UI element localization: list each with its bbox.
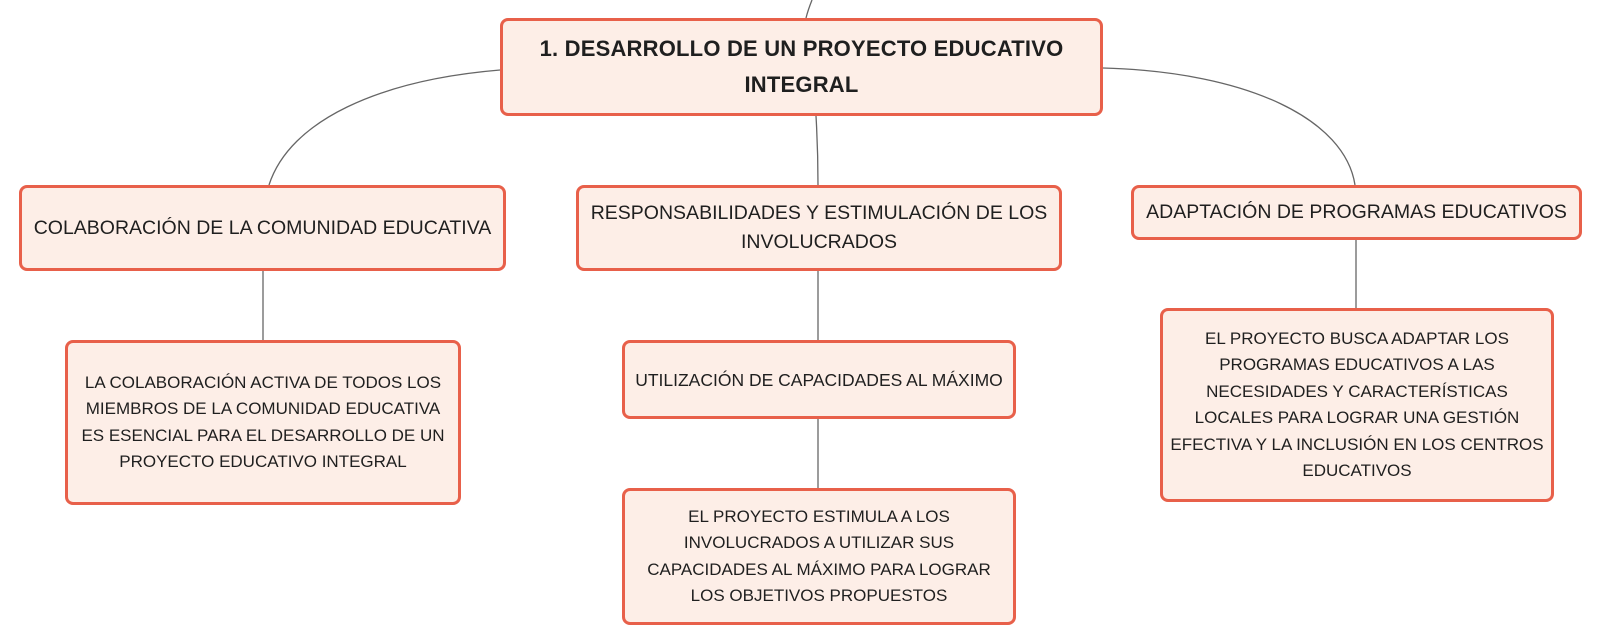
detail-node-collaboration[interactable] bbox=[65, 340, 461, 505]
connector-root-to-responsibilities bbox=[816, 116, 818, 185]
subtopic-node-label: UTILIZACIÓN DE CAPACIDADES AL MÁXIMO bbox=[635, 369, 1003, 390]
detail-node-adaptation[interactable] bbox=[1160, 308, 1554, 502]
detail-node-label: LA COLABORACIÓN ACTIVA DE TODOS LOS MIEMBROS DE LA COMUNIDAD EDUCATIVA ES ESENCIAL PARA EL DESARROLLO DE UN PROYECTO EDUCATIVO INTEGRAL bbox=[81, 372, 445, 471]
root-node[interactable] bbox=[500, 18, 1103, 116]
branch-node-responsibilities[interactable] bbox=[576, 185, 1062, 271]
detail-node-label: EL PROYECTO BUSCA ADAPTAR LOS PROGRAMAS EDUCATIVOS A LAS NECESIDADES Y CARACTERÍSTICAS LOCALES PARA LOGRAR UNA GESTIÓN EFECTIVA Y LA INCLUSIÓN EN LOS CENTROS EDUCATIVOS bbox=[1170, 328, 1544, 480]
branch-node-adaptation[interactable] bbox=[1131, 185, 1582, 240]
branch-node-label: RESPONSABILIDADES Y ESTIMULACIÓN DE LOS INVOLUCRADOS bbox=[590, 202, 1048, 253]
root-node-label: 1. DESARROLLO DE UN PROYECTO EDUCATIVO INTEGRAL bbox=[539, 36, 1064, 97]
connector-root-to-collaboration bbox=[269, 70, 500, 185]
branch-node-collaboration[interactable] bbox=[19, 185, 506, 271]
branch-node-label: COLABORACIÓN DE LA COMUNIDAD EDUCATIVA bbox=[33, 216, 492, 239]
subtopic-node-utilization[interactable] bbox=[622, 340, 1016, 419]
branch-node-label: ADAPTACIÓN DE PROGRAMAS EDUCATIVOS bbox=[1146, 201, 1567, 223]
detail-node-utilization[interactable] bbox=[622, 488, 1016, 625]
detail-node-label: EL PROYECTO ESTIMULA A LOS INVOLUCRADOS A UTILIZAR SUS CAPACIDADES AL MÁXIMO PARA LOGRAR LOS OBJETIVOS PROPUESTOS bbox=[647, 506, 991, 605]
connector-root-to-adaptation bbox=[1103, 68, 1355, 185]
connector-parent-to-root bbox=[806, 0, 812, 18]
